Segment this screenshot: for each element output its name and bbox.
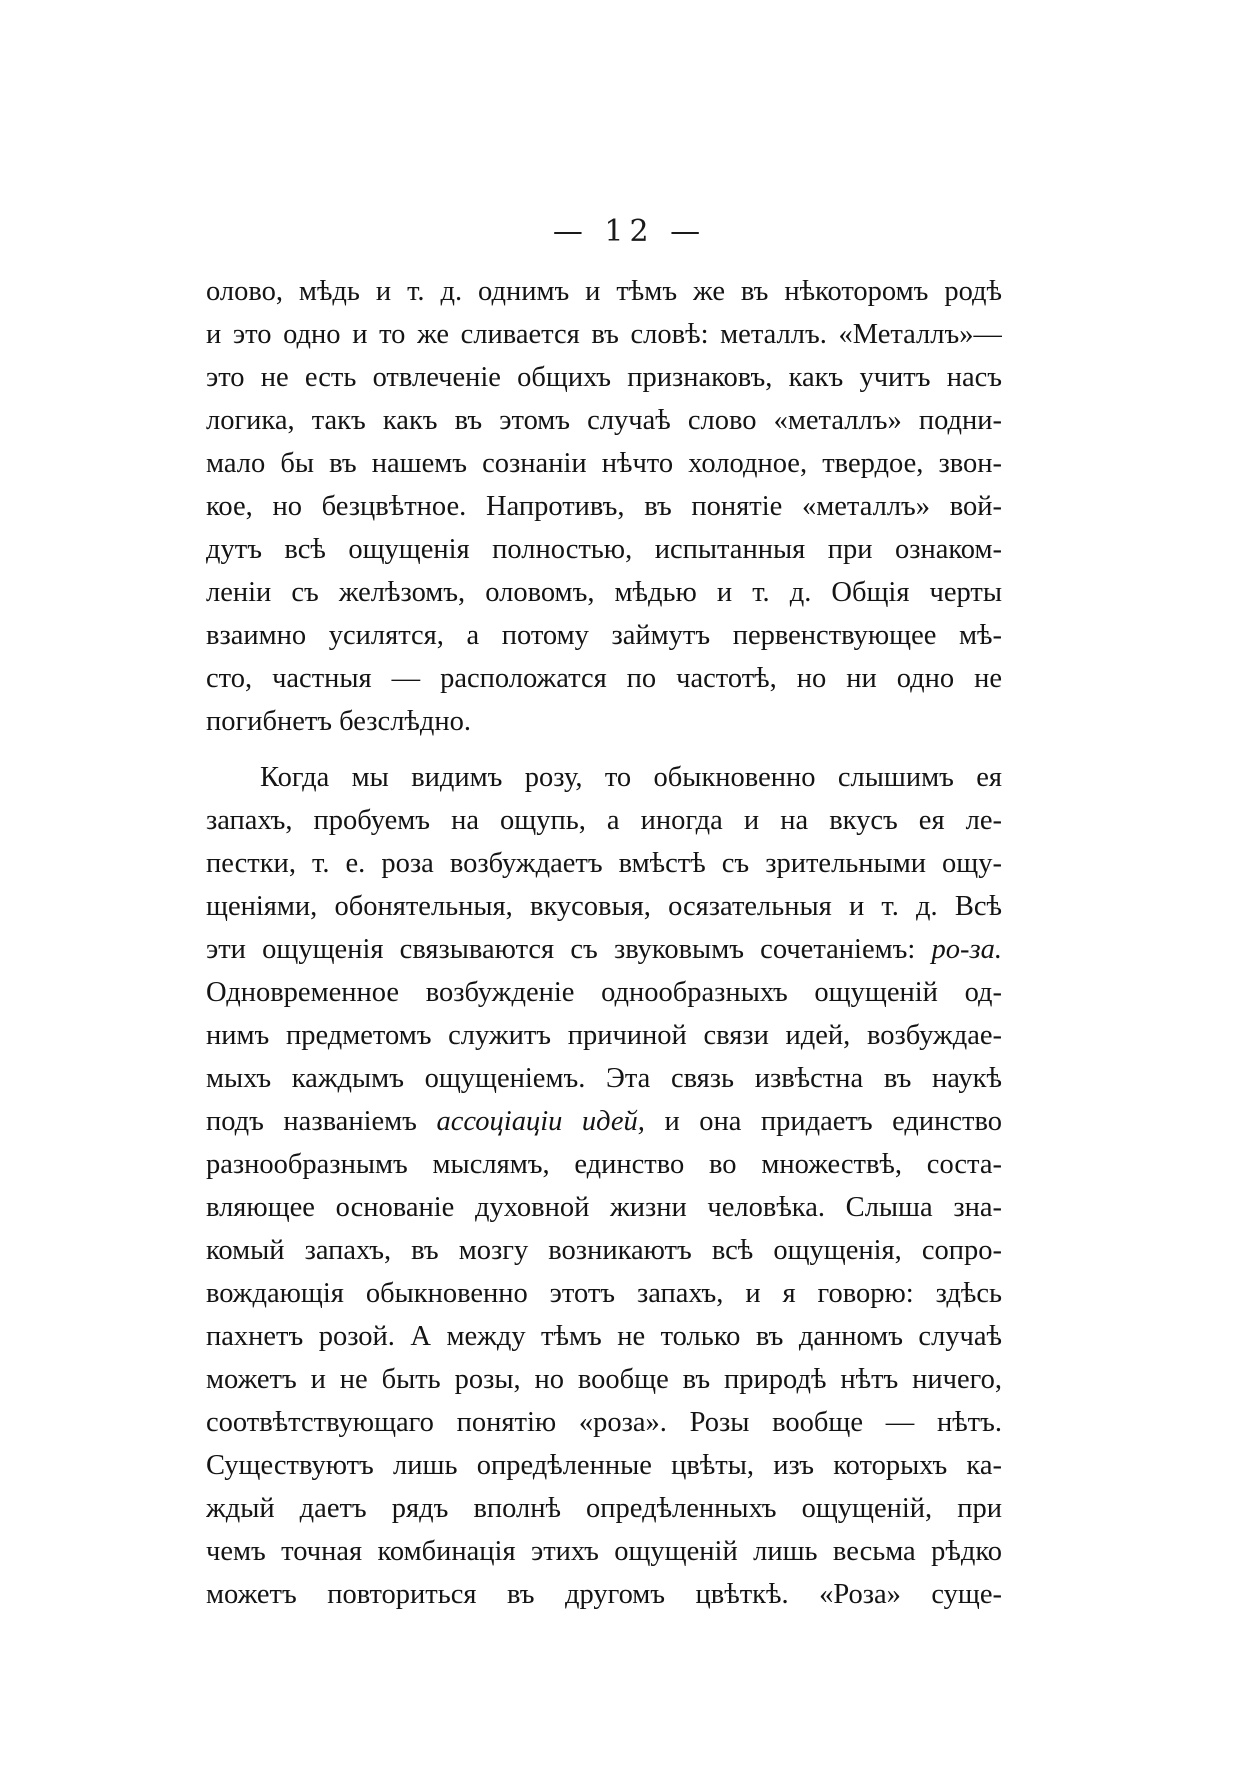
text-segment: эти ощущенія связываются съ звуковымъ сочетаніемъ: bbox=[206, 934, 916, 965]
text-line: можетъ и не быть розы, но вообще въ природѣ нѣтъ ничего, bbox=[206, 1364, 1002, 1395]
text-line: вождающія обыкновенно этотъ запахъ, и я говорю: здѣсь bbox=[206, 1278, 1002, 1309]
text-line: Когда мы видимъ розу, то обыкновенно слышимъ ея bbox=[260, 762, 1002, 793]
text-line: дутъ всѣ ощущенія полностью, испытанныя при ознаком- bbox=[206, 534, 1002, 565]
text-line: сто, частныя — расположатся по частотѣ, но ни одно не bbox=[206, 663, 1002, 694]
italic-phrase: ассоціаціи идей, bbox=[436, 1106, 645, 1137]
text-line: пахнетъ розой. А между тѣмъ не только въ данномъ случаѣ bbox=[206, 1321, 1002, 1352]
text-line: погибнетъ безслѣдно. bbox=[206, 706, 472, 737]
text-line: вляющее основаніе духовной жизни человѣка. Слыша зна- bbox=[206, 1192, 1002, 1223]
text-line: мыхъ каждымъ ощущеніемъ. Эта связь извѣстна въ наукѣ bbox=[206, 1063, 1002, 1094]
text-line: мало бы въ нашемъ сознаніи нѣчто холодное, твердое, звон- bbox=[206, 448, 1002, 479]
text-segment: подъ названіемъ bbox=[206, 1106, 417, 1137]
italic-word: ро-за. bbox=[931, 934, 1002, 965]
body-text bbox=[206, 270, 1002, 1616]
text-line: можетъ повториться въ другомъ цвѣткѣ. «Роза» суще- bbox=[206, 1579, 1002, 1610]
text-line: комый запахъ, въ мозгу возникаютъ всѣ ощущенія, сопро- bbox=[206, 1235, 1002, 1266]
text-line: чемъ точная комбинація этихъ ощущеній лишь весьма рѣдко bbox=[206, 1536, 1002, 1567]
text-line: взаимно усилятся, а потому займутъ первенствующее мѣ- bbox=[206, 620, 1002, 651]
text-line: Существуютъ лишь опредѣленные цвѣты, изъ которыхъ ка- bbox=[206, 1450, 1002, 1481]
text-line: это не есть отвлеченіе общихъ признаковъ, какъ учитъ насъ bbox=[206, 362, 1002, 393]
text-line: леніи съ желѣзомъ, оловомъ, мѣдью и т. д. Общія черты bbox=[206, 577, 1002, 608]
text-line: пестки, т. е. роза возбуждаетъ вмѣстѣ съ зрительными ощу- bbox=[206, 848, 1002, 879]
text-line: запахъ, пробуемъ на ощупь, а иногда и на вкусъ ея ле- bbox=[206, 805, 1002, 836]
text-line: логика, такъ какъ въ этомъ случаѣ слово «металлъ» подни- bbox=[206, 405, 1002, 436]
page-number: — 12 — bbox=[552, 214, 707, 249]
text-line-with-italic bbox=[206, 928, 1002, 971]
text-line: щеніями, обонятельныя, вкусовыя, осязательныя и т. д. Всѣ bbox=[206, 891, 1002, 922]
paragraph-gap bbox=[206, 743, 1002, 756]
text-line: соотвѣтствующаго понятію «роза». Розы вообще — нѣтъ. bbox=[206, 1407, 1002, 1438]
text-line: ждый даетъ рядъ вполнѣ опредѣленныхъ ощущеній, при bbox=[206, 1493, 1002, 1524]
text-line: разнообразнымъ мыслямъ, единство во множествѣ, соста- bbox=[206, 1149, 1002, 1180]
text-line: Одновременное возбужденіе однообразныхъ ощущеній од- bbox=[206, 977, 1002, 1008]
text-line: олово, мѣдь и т. д. однимъ и тѣмъ же въ нѣкоторомъ родѣ bbox=[206, 276, 1002, 307]
text-line-with-italic bbox=[206, 1100, 1002, 1143]
text-line: кое, но безцвѣтное. Напротивъ, въ понятіе «металлъ» вой- bbox=[206, 491, 1002, 522]
text-line: и это одно и то же сливается въ словѣ: металлъ. «Металлъ»— bbox=[206, 319, 1002, 350]
text-line: нимъ предметомъ служитъ причиной связи идей, возбуждае- bbox=[206, 1020, 1002, 1051]
text-segment: и она придаетъ единство bbox=[664, 1106, 1002, 1137]
